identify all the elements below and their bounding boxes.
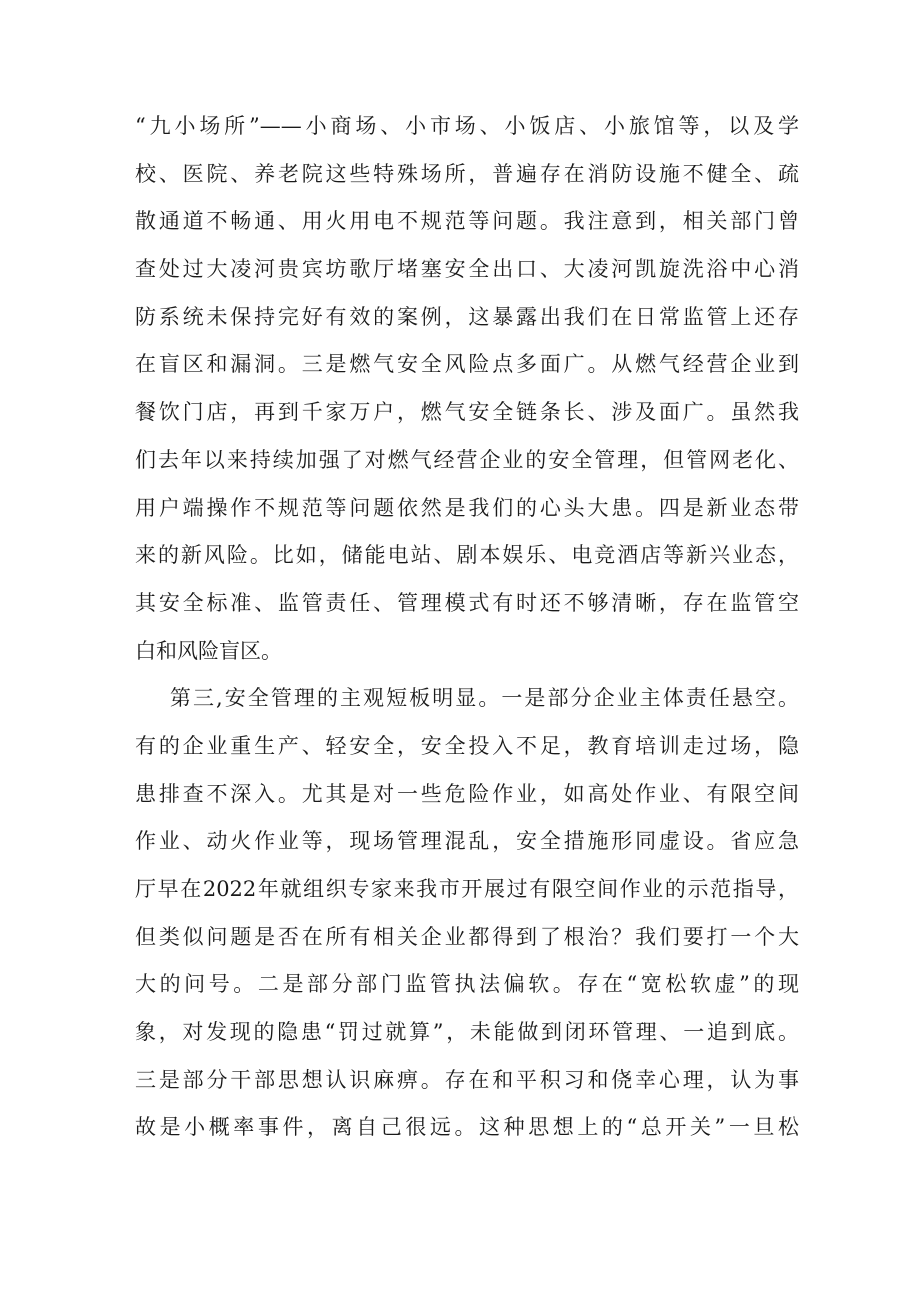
text-line: 在盲区和漏洞。三是燃气安全风险点多面广。从燃气经营企业到 xyxy=(135,352,799,377)
document-body xyxy=(135,103,799,1152)
text-line: 故是小概率事件，离自己很远。这种思想上的“总开关”一旦松 xyxy=(135,1115,799,1140)
text-line: 厅早在2022年就组织专家来我市开展过有限空间作业的示范指导， xyxy=(135,877,799,901)
text-line: 散通道不畅通、用火用电不规范等问题。我注意到，相关部门曾 xyxy=(135,209,799,234)
text-line: 校、医院、养老院这些特殊场所，普遍存在消防设施不健全、疏 xyxy=(135,161,799,186)
text-line: 们去年以来持续加强了对燃气经营企业的安全管理，但管网老化、 xyxy=(135,447,799,472)
text-line: 但类似问题是否在所有相关企业都得到了根治？我们要打一个大 xyxy=(135,924,799,949)
text-line: 其安全标准、监管责任、管理模式有时还不够清晰，存在监管空 xyxy=(135,590,799,615)
text-line: 查处过大凌河贵宾坊歌厅堵塞安全出口、大凌河凯旋洗浴中心消 xyxy=(135,257,799,282)
text-line: 餐饮门店，再到千家万户，燃气安全链条长、涉及面广。虽然我 xyxy=(135,400,799,425)
text-line: 防系统未保持完好有效的案例，这暴露出我们在日常监管上还存 xyxy=(135,304,799,329)
text-line: 第三,安全管理的主观短板明显。一是部分企业主体责任悬空。 xyxy=(135,686,799,711)
text-line: 有的企业重生产、轻安全，安全投入不足，教育培训走过场，隐 xyxy=(135,733,799,758)
text-line: “九小场所”——小商场、小市场、小饭店、小旅馆等，以及学 xyxy=(135,114,799,138)
text-line: 白和风险盲区。 xyxy=(135,638,282,663)
text-line: 作业、动火作业等，现场管理混乱，安全措施形同虚设。省应急 xyxy=(135,829,799,854)
text-line: 三是部分干部思想认识麻痹。存在和平积习和侥幸心理，认为事 xyxy=(135,1067,799,1092)
text-line: 患排查不深入。尤其是对一些危险作业，如高处作业、有限空间 xyxy=(135,781,799,806)
text-line: 用户端操作不规范等问题依然是我们的心头大患。四是新业态带 xyxy=(135,495,799,520)
paragraph-2 xyxy=(135,675,799,1152)
text-line: 大的问号。二是部分部门监管执法偏软。存在“宽松软虚”的现 xyxy=(135,972,799,997)
text-line: 来的新风险。比如，储能电站、剧本娱乐、电竞酒店等新兴业态， xyxy=(135,543,799,568)
paragraph-1 xyxy=(135,103,799,675)
text-line: 象，对发现的隐患“罚过就算”，未能做到闭环管理、一追到底。 xyxy=(135,1020,799,1045)
